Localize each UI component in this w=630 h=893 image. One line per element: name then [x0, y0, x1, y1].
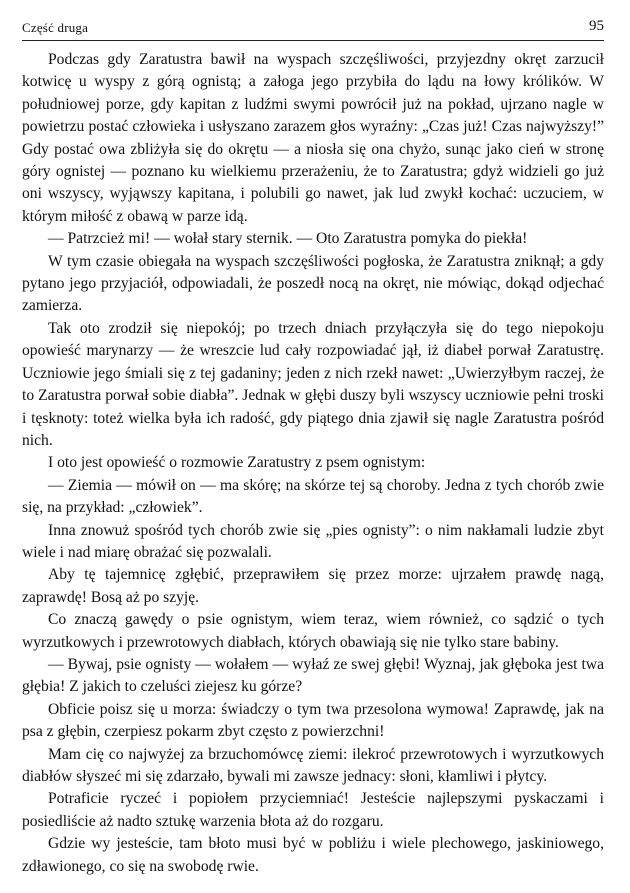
paragraph: — Ziemia — mówił on — ma skórę; na skórze tej są choroby. Jedna z tych chorób zwie się, na przykład: „człowiek”. — [22, 476, 604, 517]
paragraph: Co znaczą gawędy o psie ognistym, wiem teraz, wiem również, co sądzić o tych wyrzutkowych i przewrotowych diabłach, których obawiają się nie tylko stare babiny. — [22, 611, 604, 651]
paragraph: Podczas gdy Zaratustra bawił na wyspach szczęśliwości, przyjezdny okręt zarzucił kotwicę u wyspy z górą ognistą; a załoga jego przybiła do lądu na łowy królików. W południowej porze, gdy kapitan z ludźmi swymi powrócił już na pokład, ujrzano nagle w powietrzu postać człowieka i usłyszano zarazem głos wyraźny: „Czas już! Czas najwyższy!” Gdy postać owa zbliżyła się do okrętu — a niosła się ona chyżo, sunąc jako cień w stronę góry ognistej — poznano ku wielkiemu przerażeniu, że to Zaratustra; gdyż widzieli go już oni wszyscy, wyjąwszy kapitana, i polubili go nawet, jak lud zwykł kochać: uczuciem, w którym miłość z obawą w parze idą. — [22, 51, 604, 225]
paragraph: Potraficie ryczeć i popiołem przyciemniać! Jesteście najlepszymi pyskaczami i posiedliście aż nadto sztukę warzenia błota aż do rozgaru. — [22, 790, 604, 830]
paragraph: Aby tę tajemnicę zgłębić, przeprawiłem się przez morze: ujrzałem prawdę nagą, zaprawdę! Bosą aż po szyję. — [22, 566, 604, 606]
paragraph: — Bywaj, psie ognisty — wołałem — wyłaź ze swej głębi! Wyznaj, jak głęboka jest twa głębia! Z jakich to czeluści ziejesz ku górze? — [22, 655, 604, 696]
body-text — [22, 49, 604, 878]
paragraph: Mam cię co najwyżej za brzuchomówcę ziemi: ilekroć przewrotowych i wyrzutkowych diabłów słyszeć mi się zdarzało, bywali mi zawsze jednacy: słoni, kłamliwi i płytcy. — [22, 745, 604, 785]
paragraph: W tym czasie obiegała na wyspach szczęśliwości pogłoska, że Zaratustra zniknął; a gdy pytano jego przyjaciół, odpowiadali, że poszedł nocą na okręt, nie mówiąc, dokąd odjechać zamierza. — [22, 252, 604, 315]
paragraph: Gdzie wy jesteście, tam błoto musi być w pobliżu i wiele plechowego, jaskiniowego, zdławionego, co się na swobodę rwie. — [22, 835, 604, 875]
section-title: Część druga — [22, 20, 89, 35]
paragraph: Obficie poisz się u morza: świadczy o tym twa przesolona wymowa! Zaprawdę, jak na psa z głębin, czerpiesz pokarm zbyt często z powierzchni! — [22, 700, 604, 741]
paragraph: — Patrzcież mi! — wołał stary sternik. — Oto Zaratustra pomyka do piekła! — [48, 230, 528, 248]
page-number: 95 — [589, 18, 604, 34]
paragraph: Tak oto zrodził się niepokój; po trzech dniach przyłączyła się do tego niepokoju opowieść marynarzy — że wreszcie lud cały rozpowiadać jął, iż diabeł porwał Zaratustrę. Uczniowie jego śmiali się z tej gadaniny; jeden z nich rzekł nawet: „Uwierzyłbym raczej, że to Zaratustra porwał sobie diabła”. Jednak w głębi duszy byli wszyscy uczniowie pełni troski i tęsknoty: toteż wielka była ich radość, gdy piątego dnia zjawił się nagle Zaratustra pośród nich. — [22, 319, 604, 449]
paragraph: Inna znowuż spośród tych chorób zwie się „pies ognisty”: o nim nakłamali ludzie zbyt wiele i nad miarę obrażać się pozwalali. — [22, 521, 604, 561]
running-header — [22, 18, 604, 41]
paragraph: I oto jest opowieść o rozmowie Zaratustry z psem ognistym: — [48, 454, 426, 472]
